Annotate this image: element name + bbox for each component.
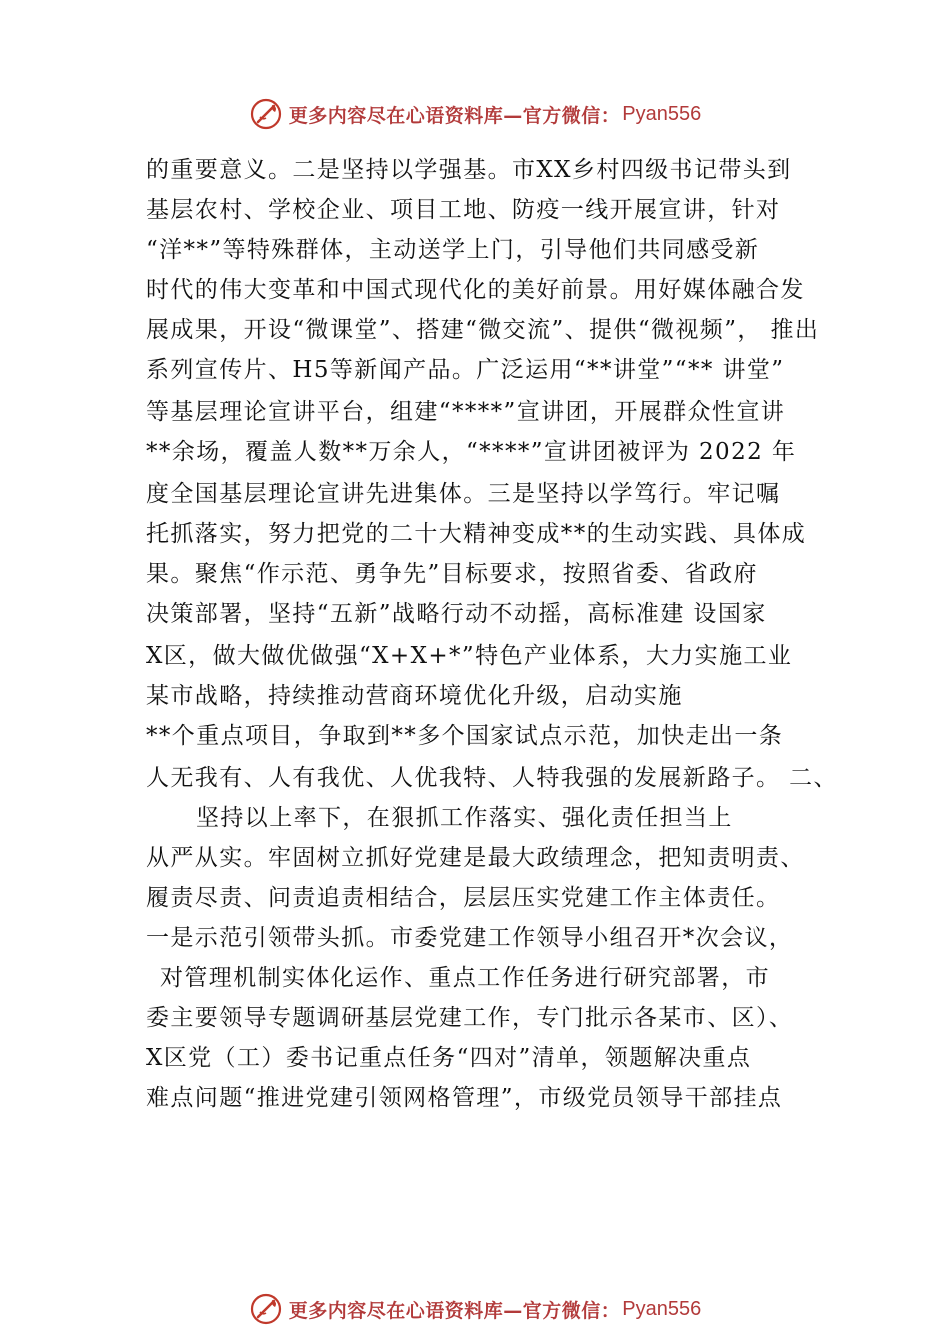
text-line: 人无我有、人有我优、人优我特、人特我强的发展新路子。 二、 — [146, 765, 838, 791]
text-line: 展成果，开设“微课堂”、搭建“微交流”、提供“微视频”， 推出 — [146, 317, 820, 343]
text-line: 度全国基层理论宣讲先进集体。三是坚持以学笃行。牢记嘱 — [146, 481, 781, 507]
text-line: 从严从实。牢固树立抓好党建是最大政绩理念，把知责明责、 — [146, 845, 805, 871]
text-line: 托抓落实，努力把党的二十大精神变成**的生动实践、具体成 — [146, 521, 807, 547]
text-line: 等基层理论宣讲平台，组建“****”宣讲团，开展群众性宣讲 — [146, 399, 786, 425]
text-line: 决策部署，坚持“五新”战略行动不动摇，高标准建 设国家 — [146, 601, 767, 627]
text-line: 基层农村、学校企业、项目工地、防疫一线开展宣讲，针对 — [146, 197, 781, 223]
watermark-id: Pyan556 — [622, 102, 702, 125]
watermark-footer — [0, 1289, 950, 1329]
text-line: **余场，覆盖人数**万余人，“****”宣讲团被评为 2022 年 — [146, 439, 797, 465]
watermark-text: 更多内容尽在心语资料库—官方微信： — [288, 1299, 621, 1322]
watermark-text: 更多内容尽在心语资料库—官方微信： — [288, 104, 621, 127]
text-line: **个重点项目，争取到**多个国家试点示范，加快走出一条 — [146, 723, 784, 749]
text-line: X区，做大做优做强“X+X+*”特色产业体系，大力实施工业 — [146, 643, 793, 669]
text-line: 的重要意义。二是坚持以学强基。市XX乡村四级书记带头到 — [146, 157, 792, 183]
text-line: 难点问题“推进党建引领网格管理”，市级党员领导干部挂点 — [146, 1085, 783, 1111]
text-line: 履责尽责、问责追责相结合，层层压实党建工作主体责任。 — [146, 885, 781, 911]
quill-seal-icon — [249, 1292, 283, 1326]
watermark-id: Pyan556 — [622, 1297, 702, 1320]
watermark-header — [0, 94, 950, 134]
text-line: “洋**”等特殊群体，主动送学上门，引导他们共同感受新 — [146, 237, 760, 263]
text-line: 时代的伟大变革和中国式现代化的美好前景。用好媒体融合发 — [146, 277, 805, 303]
quill-seal-icon — [249, 97, 283, 131]
text-line: 坚持以上率下，在狠抓工作落实、强化责任担当上 — [196, 805, 733, 831]
text-line: 一是示范引领带头抓。市委党建工作领导小组召开*次会议， — [146, 925, 794, 951]
text-line: 系列宣传片、H5等新闻产品。广泛运用“**讲堂”“** 讲堂” — [146, 357, 785, 383]
text-line: 委主要领导专题调研基层党建工作，专门批示各某市、区）、 — [146, 1005, 794, 1031]
text-line: X区党（工）委书记重点任务“四对”清单，领题解决重点 — [146, 1045, 752, 1071]
text-line: 果。聚焦“作示范、勇争先”目标要求，按照省委、省政府 — [146, 561, 758, 587]
text-line: 某市战略，持续推动营商环境优化升级，启动实施 — [146, 683, 683, 709]
text-line: 对管理机制实体化运作、重点工作任务进行研究部署，市 — [160, 965, 770, 991]
